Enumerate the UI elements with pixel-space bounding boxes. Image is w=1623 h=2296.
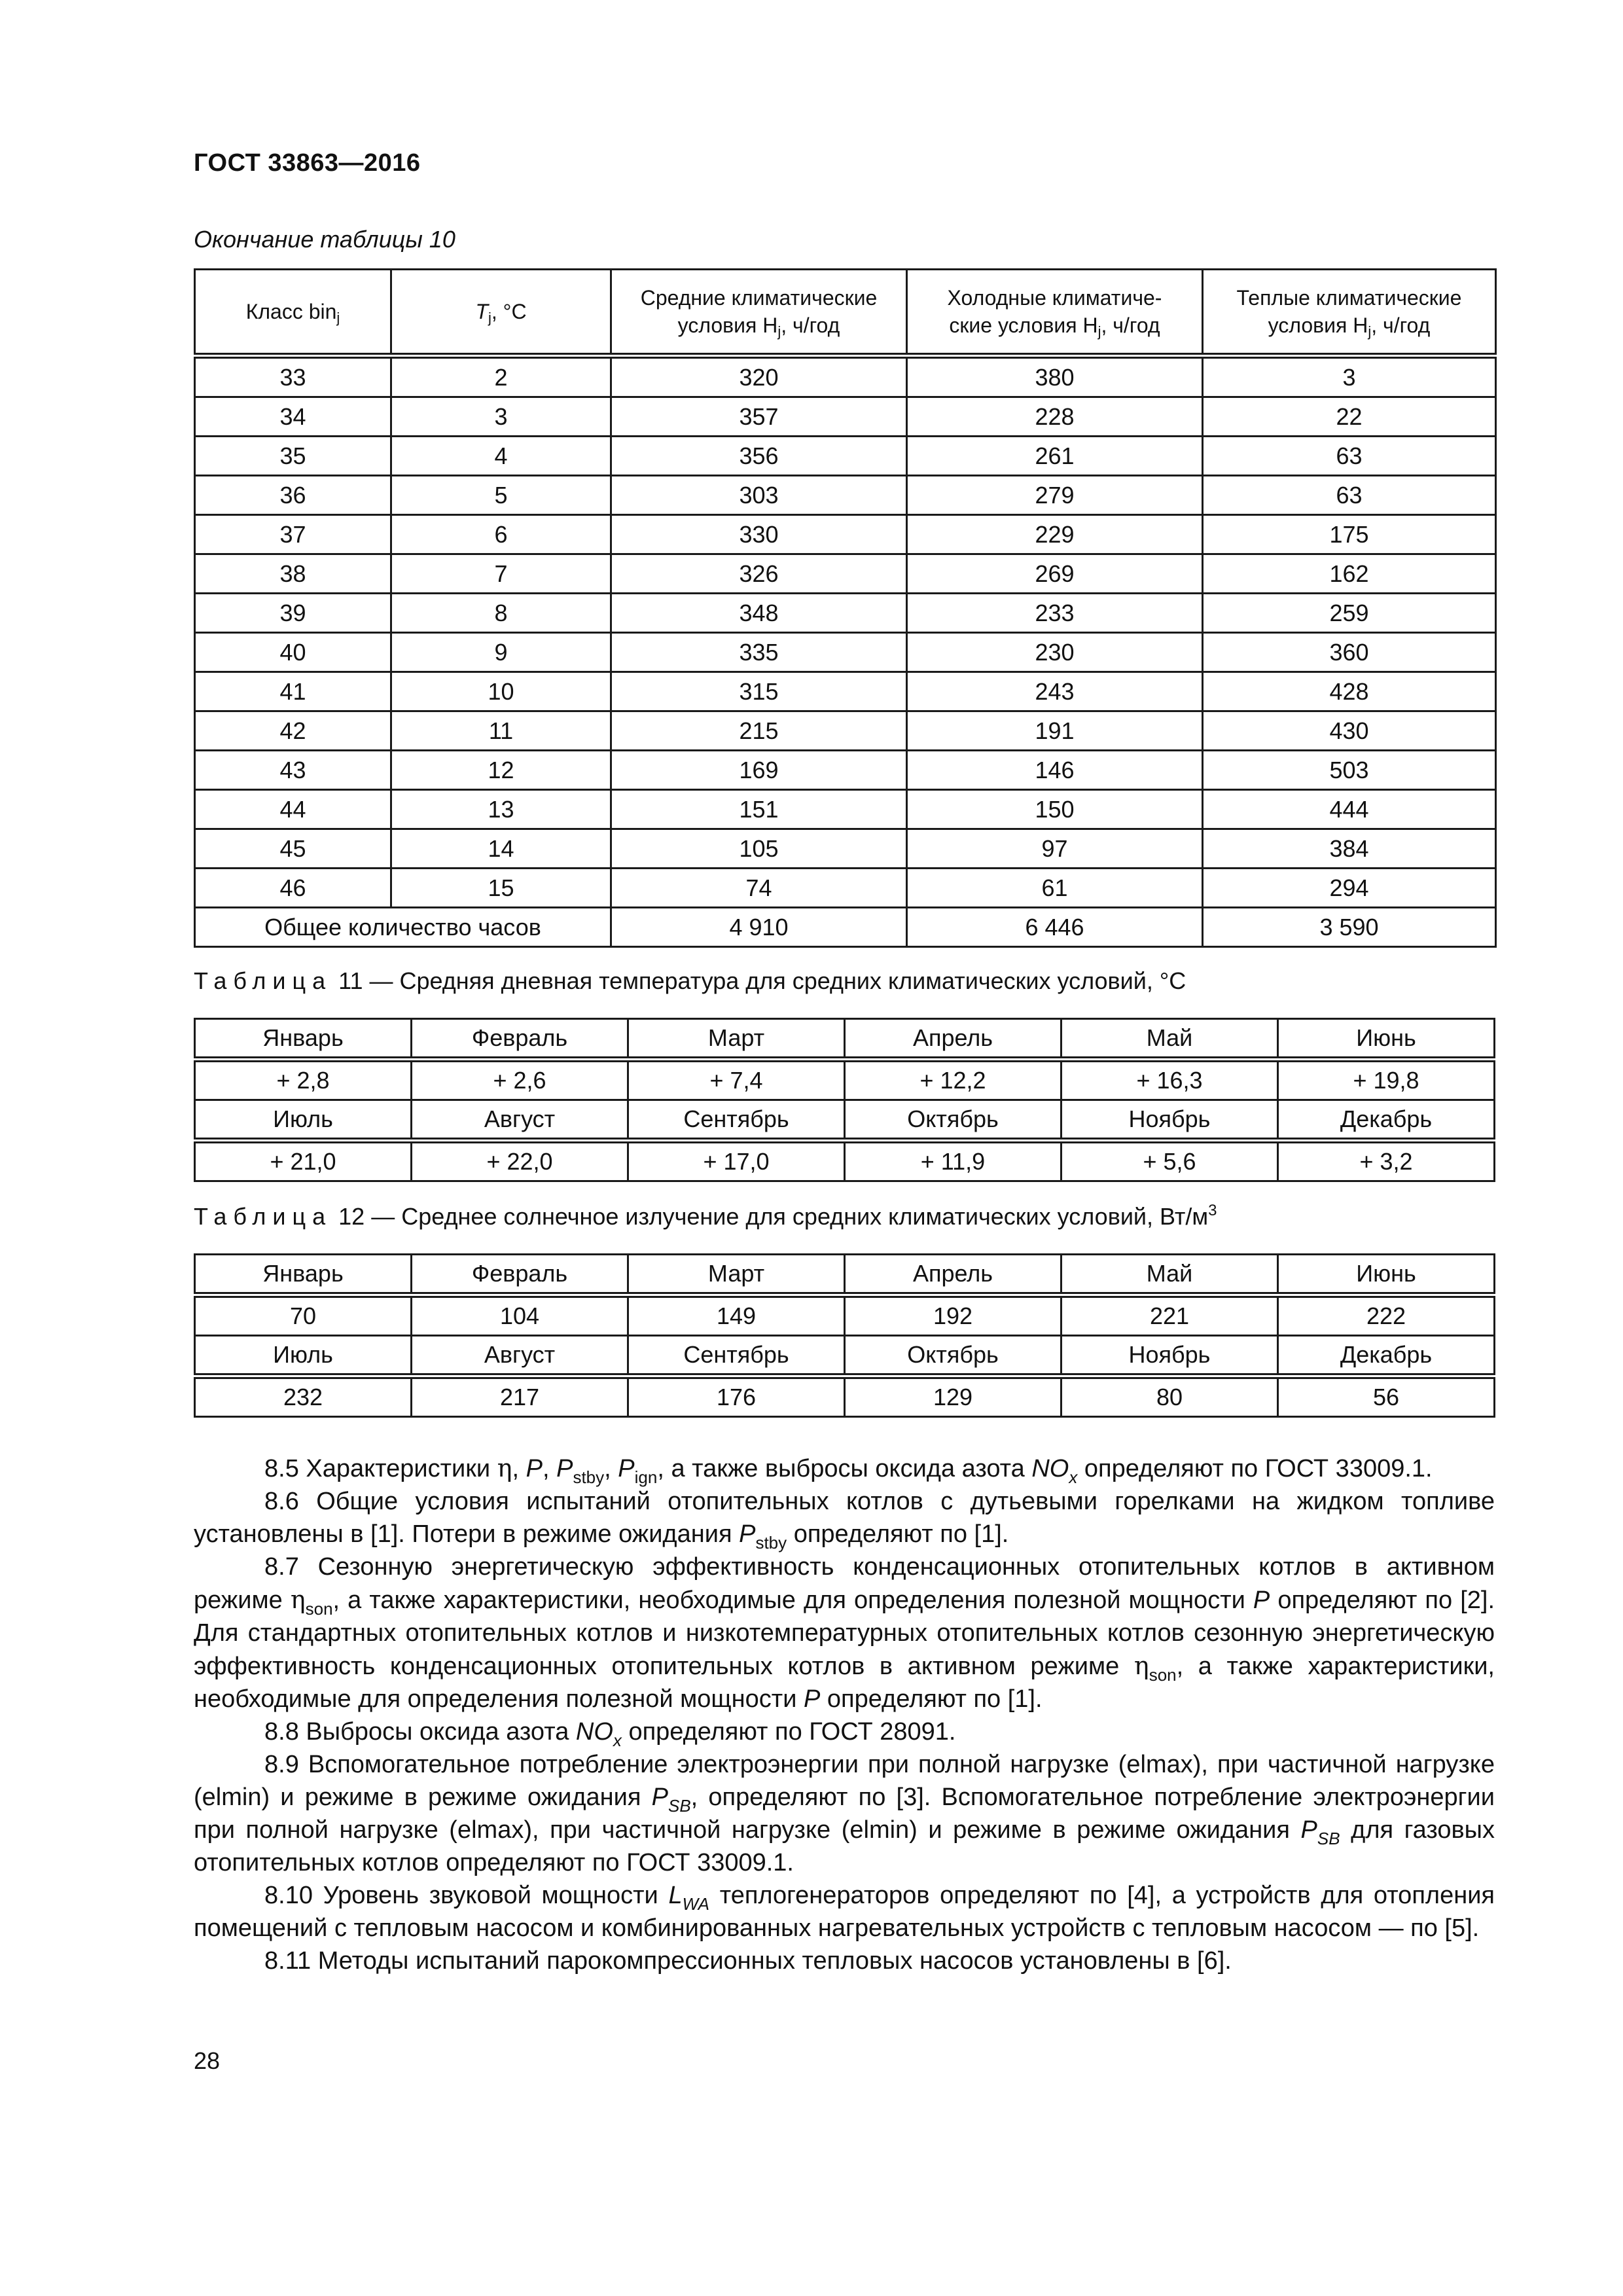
text-run: , xyxy=(512,1455,526,1482)
text-run: теплогенераторов определяют по [4], а устройств для отопления помещений с тепловым насосом и комбинированных нагревательных устройств с тепловым насосом — по [5]. xyxy=(194,1882,1495,1942)
table-cell: 46 xyxy=(195,869,391,908)
table-cell: 315 xyxy=(611,672,907,711)
value-cell: + 21,0 xyxy=(195,1141,412,1181)
table10-header-cell: Класс bin$_j$ xyxy=(195,270,391,356)
table-row xyxy=(195,751,1496,790)
month-cell: Июнь xyxy=(1278,1255,1495,1295)
table-cell: 191 xyxy=(907,711,1203,751)
month-cell: Июнь xyxy=(1278,1019,1495,1060)
text-run: , а также характеристики, необходимые для определения полезной мощности xyxy=(332,1587,1253,1614)
text-run: WA xyxy=(682,1894,710,1914)
table10-total-cell: 4 910 xyxy=(611,908,907,947)
table-cell: 269 xyxy=(907,554,1203,594)
table-row xyxy=(195,554,1496,594)
value-cell: 176 xyxy=(628,1376,845,1417)
table-cell: 34 xyxy=(195,397,391,437)
month-cell: Май xyxy=(1061,1255,1278,1295)
table-cell: 8 xyxy=(391,594,611,633)
table-cell: 3 xyxy=(1203,356,1496,397)
value-cell: 129 xyxy=(845,1376,1061,1417)
table-cell: 320 xyxy=(611,356,907,397)
month-cell: Апрель xyxy=(845,1255,1061,1295)
month-header-row xyxy=(195,1255,1495,1295)
text-run: stby xyxy=(755,1533,787,1552)
month-cell: Январь xyxy=(195,1019,412,1060)
table-cell: 40 xyxy=(195,633,391,672)
table-cell: 13 xyxy=(391,790,611,829)
table-row xyxy=(195,515,1496,554)
table-cell: 326 xyxy=(611,554,907,594)
value-cell: + 7,4 xyxy=(628,1060,845,1100)
value-cell: 149 xyxy=(628,1295,845,1336)
value-cell: + 2,6 xyxy=(412,1060,628,1100)
table-cell: 74 xyxy=(611,869,907,908)
text-run: P xyxy=(618,1455,635,1482)
month-header-row xyxy=(195,1336,1495,1376)
table-row xyxy=(195,869,1496,908)
value-cell: + 5,6 xyxy=(1061,1141,1278,1181)
text-run: P xyxy=(526,1455,543,1482)
table-cell: 37 xyxy=(195,515,391,554)
table-cell: 503 xyxy=(1203,751,1496,790)
table-cell: 35 xyxy=(195,437,391,476)
month-cell: Май xyxy=(1061,1019,1278,1060)
table-cell: 243 xyxy=(907,672,1203,711)
text-run: 8.5 Характеристики xyxy=(264,1455,497,1482)
text-run: P xyxy=(1253,1587,1270,1614)
text-run: определяют по [2]. Для стандартных отопительных котлов и низкотемпературных отопительных котлов сезонную энергетическую эффективность конденсационных отопительных котлов в активном режиме xyxy=(194,1587,1495,1680)
table-cell: 279 xyxy=(907,476,1203,515)
text-run: , определяют по [3]. Вспомогательное потребление электроэнергии при полной нагрузке (elmax), при частичной нагрузке (elmin) и режиме в режиме ожидания xyxy=(194,1784,1495,1844)
table10-total-row xyxy=(195,908,1496,947)
table-cell: 229 xyxy=(907,515,1203,554)
text-run: , xyxy=(604,1455,618,1482)
table-cell: 10 xyxy=(391,672,611,711)
table12-caption: Таблица 12 — Среднее солнечное излучение для средних климатических условий, $Вт/м^3$ xyxy=(194,1202,1217,1230)
value-cell: 70 xyxy=(195,1295,412,1336)
text-run: 8.7 Сезонную энергетическую эффективность конденсационных отопительных котлов в активном режиме xyxy=(194,1553,1495,1614)
text-run: η xyxy=(497,1454,512,1482)
table10-total-cell: 6 446 xyxy=(907,908,1203,947)
table10-header-cell: Средние климатические условия $H_j$, ч/год xyxy=(611,270,907,356)
text-run: определяют по [1]. xyxy=(787,1520,1009,1548)
table-cell: 43 xyxy=(195,751,391,790)
table-row xyxy=(195,594,1496,633)
text-run: 8.10 Уровень звуковой мощности xyxy=(264,1882,669,1909)
text-run: x xyxy=(613,1731,622,1750)
table-cell: 175 xyxy=(1203,515,1496,554)
table-cell: 303 xyxy=(611,476,907,515)
table-cell: 215 xyxy=(611,711,907,751)
text-run: , а также выбросы оксида азота xyxy=(657,1455,1032,1482)
table-cell: 33 xyxy=(195,356,391,397)
table-cell: 384 xyxy=(1203,829,1496,869)
month-cell: Июль xyxy=(195,1336,412,1376)
value-cell: + 17,0 xyxy=(628,1141,845,1181)
table-cell: 430 xyxy=(1203,711,1496,751)
table-cell: 44 xyxy=(195,790,391,829)
table-cell: 39 xyxy=(195,594,391,633)
text-run: , а также характеристики, необходимые для определения полезной мощности xyxy=(194,1653,1495,1713)
table-cell: 38 xyxy=(195,554,391,594)
text-run: , xyxy=(542,1455,557,1482)
text-run: son xyxy=(305,1599,333,1619)
table-row xyxy=(195,829,1496,869)
paragraph xyxy=(194,1452,1495,1485)
table-cell: 11 xyxy=(391,711,611,751)
value-cell: + 2,8 xyxy=(195,1060,412,1100)
value-cell: + 19,8 xyxy=(1278,1060,1495,1100)
text-run: для газовых отопительных котлов определяют по ГОСТ 33009.1. xyxy=(194,1816,1495,1876)
month-cell: Декабрь xyxy=(1278,1100,1495,1141)
table-cell: 61 xyxy=(907,869,1203,908)
month-cell: Октябрь xyxy=(845,1100,1061,1141)
value-cell: 104 xyxy=(412,1295,628,1336)
value-cell: 232 xyxy=(195,1376,412,1417)
table-cell: 146 xyxy=(907,751,1203,790)
text-run: 8.6 Общие условия испытаний отопительных котлов с дутьевыми горелками на жидком топливе установлены в [1]. Потери в режиме ожидания xyxy=(194,1488,1495,1548)
table-10 xyxy=(194,268,1497,948)
text-run: P xyxy=(651,1784,668,1811)
month-cell: Февраль xyxy=(412,1019,628,1060)
table10-total-label: Общее количество часов xyxy=(195,908,611,947)
paragraph xyxy=(194,1879,1495,1945)
month-cell: Август xyxy=(412,1336,628,1376)
table-cell: 380 xyxy=(907,356,1203,397)
table-cell: 150 xyxy=(907,790,1203,829)
month-header-row xyxy=(195,1019,1495,1060)
table-cell: 22 xyxy=(1203,397,1496,437)
text-run: ign xyxy=(634,1467,658,1487)
table-cell: 169 xyxy=(611,751,907,790)
table-cell: 3 xyxy=(391,397,611,437)
value-cell: + 22,0 xyxy=(412,1141,628,1181)
text-run: P xyxy=(1300,1816,1317,1844)
month-cell: Ноябрь xyxy=(1061,1336,1278,1376)
table-cell: 330 xyxy=(611,515,907,554)
paragraph xyxy=(194,1485,1495,1551)
table-12 xyxy=(194,1253,1495,1418)
text-run: x xyxy=(1069,1467,1078,1487)
text-run: P xyxy=(556,1455,573,1482)
table-cell: 335 xyxy=(611,633,907,672)
table-cell: 233 xyxy=(907,594,1203,633)
text-run: NO xyxy=(575,1718,613,1746)
value-cell: + 3,2 xyxy=(1278,1141,1495,1181)
month-cell: Август xyxy=(412,1100,628,1141)
text-run: η xyxy=(1133,1651,1149,1680)
value-cell: 56 xyxy=(1278,1376,1495,1417)
table10-header-cell: Теплые климатические условия $H_j$, ч/год xyxy=(1203,270,1496,356)
document-header: ГОСТ 33863—2016 xyxy=(194,149,421,177)
table-cell: 45 xyxy=(195,829,391,869)
paragraph xyxy=(194,1945,1495,1977)
text-run: SB xyxy=(1317,1829,1340,1848)
value-row xyxy=(195,1376,1495,1417)
value-cell: + 12,2 xyxy=(845,1060,1061,1100)
month-cell: Октябрь xyxy=(845,1336,1061,1376)
table-cell: 12 xyxy=(391,751,611,790)
body-text xyxy=(194,1452,1495,1977)
page-number: 28 xyxy=(194,2047,221,2074)
table-cell: 6 xyxy=(391,515,611,554)
text-run: SB xyxy=(668,1796,691,1816)
month-cell: Июль xyxy=(195,1100,412,1141)
table-cell: 294 xyxy=(1203,869,1496,908)
table-cell: 97 xyxy=(907,829,1203,869)
value-cell: 217 xyxy=(412,1376,628,1417)
table-cell: 428 xyxy=(1203,672,1496,711)
table10-header-cell: Холодные климатиче-ские условия $H_j$, ч/год xyxy=(907,270,1203,356)
table-row xyxy=(195,711,1496,751)
text-run: NO xyxy=(1031,1455,1069,1482)
value-cell: 221 xyxy=(1061,1295,1278,1336)
table-cell: 360 xyxy=(1203,633,1496,672)
table-cell: 261 xyxy=(907,437,1203,476)
table-cell: 228 xyxy=(907,397,1203,437)
month-cell: Сентябрь xyxy=(628,1100,845,1141)
table-row xyxy=(195,356,1496,397)
month-cell: Сентябрь xyxy=(628,1336,845,1376)
table10-caption: Окончание таблицы 10 xyxy=(194,226,455,253)
value-row xyxy=(195,1141,1495,1181)
text-run: 8.11 Методы испытаний парокомпрессионных тепловых насосов установлены в [6]. xyxy=(264,1947,1232,1975)
table-cell: 259 xyxy=(1203,594,1496,633)
month-cell: Март xyxy=(628,1255,845,1295)
table-cell: 105 xyxy=(611,829,907,869)
table-row xyxy=(195,633,1496,672)
text-run: определяют по [1]. xyxy=(820,1685,1043,1713)
text-run: определяют по ГОСТ 28091. xyxy=(621,1718,956,1746)
table-cell: 15 xyxy=(391,869,611,908)
table-cell: 63 xyxy=(1203,437,1496,476)
table-cell: 36 xyxy=(195,476,391,515)
text-run: P xyxy=(803,1685,821,1713)
month-cell: Февраль xyxy=(412,1255,628,1295)
table-row xyxy=(195,476,1496,515)
table-cell: 63 xyxy=(1203,476,1496,515)
table-cell: 4 xyxy=(391,437,611,476)
table-row xyxy=(195,790,1496,829)
value-cell: + 16,3 xyxy=(1061,1060,1278,1100)
table-cell: 2 xyxy=(391,356,611,397)
table-cell: 9 xyxy=(391,633,611,672)
table10-header-cell: $T_j$, °C xyxy=(391,270,611,356)
table-cell: 162 xyxy=(1203,554,1496,594)
value-row xyxy=(195,1060,1495,1100)
table-row xyxy=(195,437,1496,476)
table10-total-cell: 3 590 xyxy=(1203,908,1496,947)
table-cell: 444 xyxy=(1203,790,1496,829)
month-cell: Апрель xyxy=(845,1019,1061,1060)
text-run: η xyxy=(290,1585,306,1614)
value-cell: 80 xyxy=(1061,1376,1278,1417)
text-run: 8.9 Вспомогательное потребление электроэнергии при полной нагрузке (elmax), при частичной нагрузке (elmin) и режиме в режиме ожидания xyxy=(194,1751,1495,1811)
table-cell: 230 xyxy=(907,633,1203,672)
table-cell: 348 xyxy=(611,594,907,633)
month-header-row xyxy=(195,1100,1495,1141)
table-cell: 5 xyxy=(391,476,611,515)
text-run: stby xyxy=(573,1467,605,1487)
table-cell: 7 xyxy=(391,554,611,594)
paragraph xyxy=(194,1551,1495,1715)
table-row xyxy=(195,397,1496,437)
value-cell: 222 xyxy=(1278,1295,1495,1336)
text-run: определяют по ГОСТ 33009.1. xyxy=(1077,1455,1433,1482)
table-cell: 41 xyxy=(195,672,391,711)
text-run: L xyxy=(668,1882,683,1909)
paragraph xyxy=(194,1715,1495,1748)
table-cell: 151 xyxy=(611,790,907,829)
text-run: son xyxy=(1149,1665,1177,1685)
table-cell: 14 xyxy=(391,829,611,869)
paragraph xyxy=(194,1748,1495,1879)
table-cell: 356 xyxy=(611,437,907,476)
month-cell: Март xyxy=(628,1019,845,1060)
text-run: 8.8 Выбросы оксида азота xyxy=(264,1718,576,1746)
table-cell: 357 xyxy=(611,397,907,437)
month-cell: Декабрь xyxy=(1278,1336,1495,1376)
text-run: P xyxy=(739,1520,756,1548)
table-11 xyxy=(194,1018,1495,1182)
table-row xyxy=(195,672,1496,711)
month-cell: Ноябрь xyxy=(1061,1100,1278,1141)
table11-caption: Таблица 11 — Средняя дневная температура для средних климатических условий, °C xyxy=(194,967,1186,994)
table10-header-row xyxy=(195,270,1496,356)
value-row xyxy=(195,1295,1495,1336)
value-cell: 192 xyxy=(845,1295,1061,1336)
value-cell: + 11,9 xyxy=(845,1141,1061,1181)
table-cell: 42 xyxy=(195,711,391,751)
month-cell: Январь xyxy=(195,1255,412,1295)
